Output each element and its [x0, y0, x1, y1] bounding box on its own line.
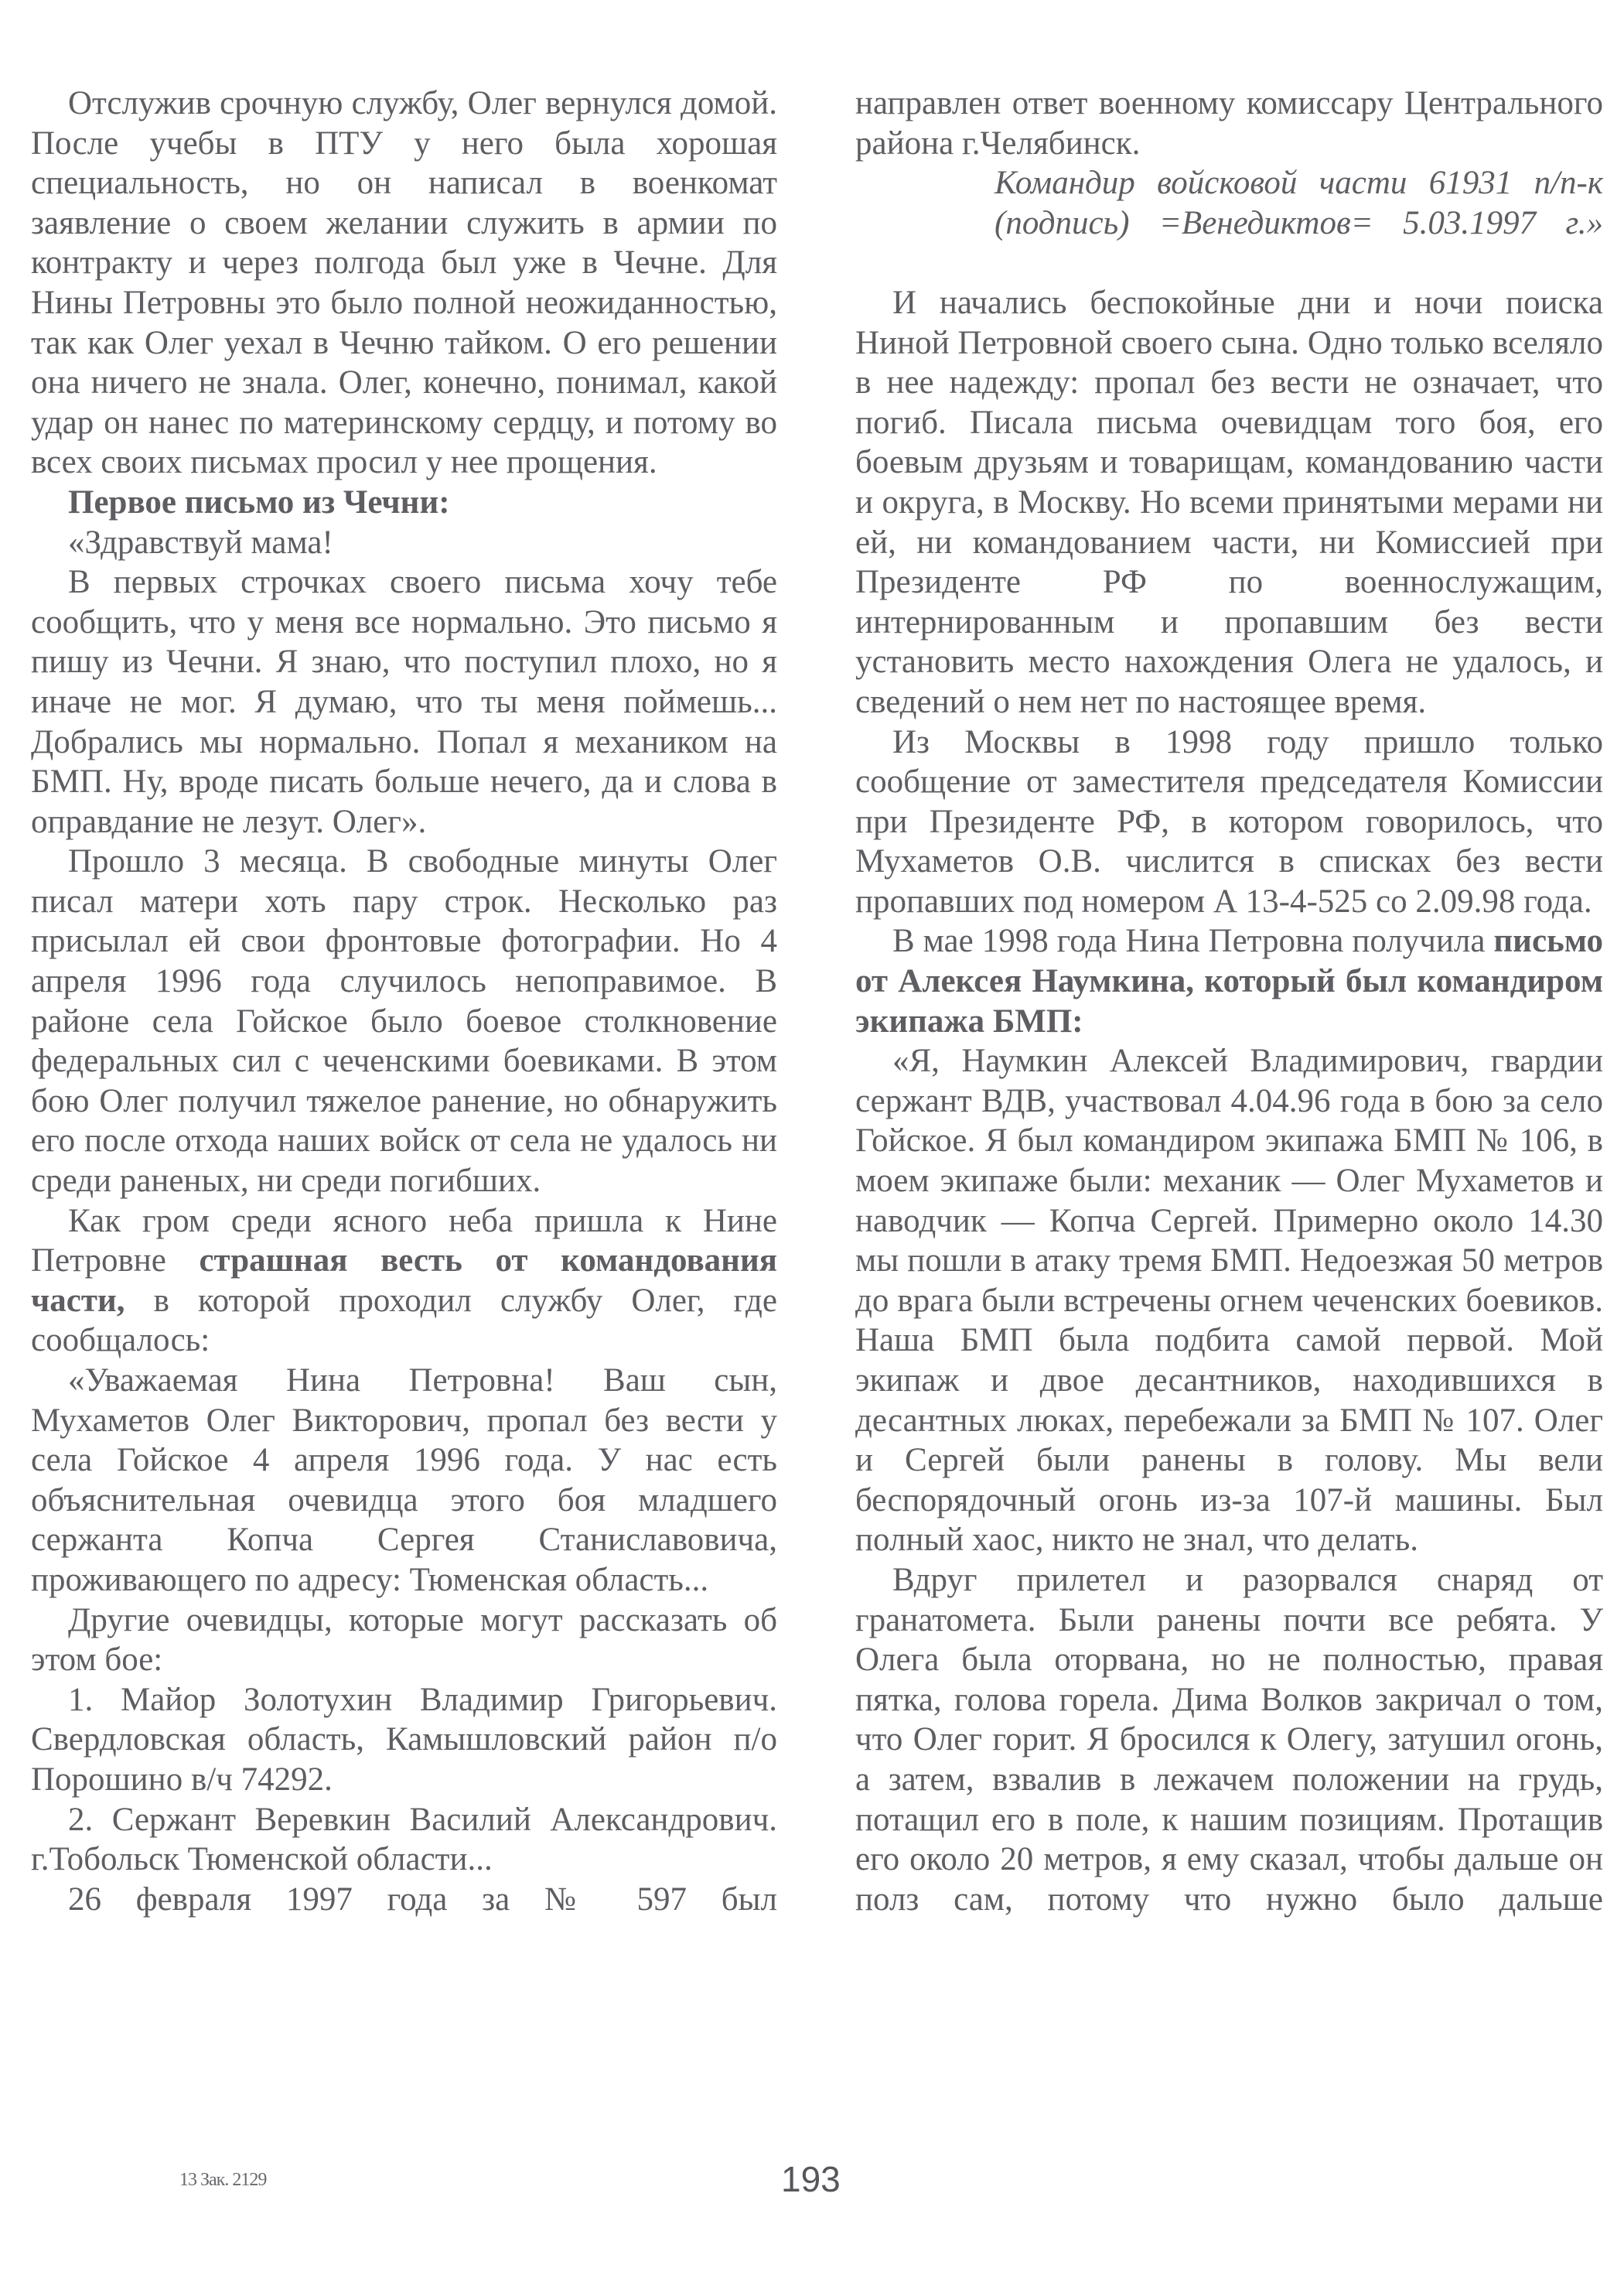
- paragraph-moscow-message: Из Москвы в 1998 году пришло только сообщение от заместителя председателя Комиссии при Президенте РФ, в котором говорилось, что Мухаметов О.В. числится в списках без вести пропавших под номером А 13-4-525 со 2.09.98 года.: [855, 723, 1603, 920]
- paragraph-greeting: «Здравствуй мама!: [68, 524, 333, 561]
- terrible-news-bold: страшная весть от командования части,: [31, 1242, 777, 1319]
- paragraph-return-home: Отслужив срочную службу, Олег вернулся домой. После учебы в ПТУ у него была хорошая специальность, но он написал в военкомат заявление о своем желании служить в армии по контракту и через полгода был уже в Чечне. Для Нины Петровны это было полной неожиданностью, так как Олег уехал в Чечню тайком. О его решении она ничего не знала. Олег, конечно, понимал, какой удар он нанес по материнскому сердцу, и потому во всех своих письмах просил у нее прощения.: [31, 85, 777, 481]
- may-letter-bold: письмо от Алексея Наумкина, который был командиром экипажа БМП:: [855, 923, 1603, 1040]
- paragraph-official-notice: «Уважаемая Нина Петровна! Ваш сын, Мухаметов Олег Викторович, пропал без вести у села Гойское 4 апреля 1996 года. У нас есть объяснительная очевидца этого боя младшего сержанта Копча Сергея Станиславовича, проживающего по адресу: Тюменская область...: [31, 1362, 777, 1598]
- may-letter-lead: В мае 1998 года Нина Петровна получила: [892, 923, 1494, 960]
- paragraph-terrible-news: [31, 1201, 777, 1361]
- paragraph-witness-2: 2. Сержант Веревкин Василий Александрович. г.Тобольск Тюменской области...: [31, 1801, 777, 1878]
- paragraph-may-letter: [855, 921, 1603, 1041]
- print-order-code: 13 Зак. 2129: [179, 2170, 267, 2190]
- commander-signature: [855, 163, 1603, 243]
- terrible-news-tail: в которой проходил службу Олег, где сообщалось:: [31, 1282, 777, 1359]
- paragraph-grenade: Вдруг прилетел и разорвался снаряд от гранатомета. Были ранены почти все ребята. У Олега была оторвана, но не полностью, правая пятка, голова горела. Дима Волков закричал о том, что Олег горит. Я бросился к Олегу, затушил огонь, а затем, взвалив в лежачем положении на грудь, потащил его в поле, к нашим позициям. Протащив его около 20 метров, я ему сказал, чтобы дальше он полз сам, потому что нужно было дальше: [855, 1561, 1603, 1918]
- signature-line-2: (подпись) =Венедиктов= 5.03.1997 г.»: [995, 204, 1603, 241]
- paragraph-reply-continued: направлен ответ военному комиссару Центрального района г.Челябинск.: [855, 85, 1603, 162]
- terrible-news-lead: Как гром среди ясного неба пришла к Нине Петровне: [31, 1202, 777, 1279]
- paragraph-letter-body: В первых строчках своего письма хочу тебе сообщить, что у меня все нормально. Это письмо я пишу из Чечни. Я знаю, что поступил плохо, но я иначе не мог. Я думаю, что ты меня поймешь... Добрались мы нормально. Попал я механиком на БМП. Ну, вроде писать больше нечего, да и слова в оправдание не лезут. Олег».: [31, 564, 777, 840]
- paragraph-search: И начались беспокойные дни и ночи поиска Ниной Петровной своего сына. Одно только вселяло в нее надежду: пропал без вести не означает, что погиб. Писала письма очевидцам того боя, его боевым друзьям и товарищам, командованию части и округа, в Москву. Но всеми принятыми мерами ни ей, ни командованием части, ни Комиссией при Президенте РФ по военнослужащим, интернированным и пропавшим без вести установить место нахождения Олега не удалось, и сведений о нем нет по настоящее время.: [855, 284, 1603, 720]
- paragraph-three-months: Прошло 3 месяца. В свободные минуты Олег писал матери хоть пару строк. Несколько раз присылал ей свои фронтовые фотографии. Но 4 апреля 1996 года случилось непоправимое. В районе села Гойское было боевое столкновение федеральных сил с чеченскими боевиками. В этом бою Олег получил тяжелое ранение, но обнаружить его после отхода наших войск от села не удалось ни среди раненых, ни среди погибших.: [31, 843, 777, 1200]
- page-number: 193: [781, 2159, 841, 2199]
- paragraph-february-reply: 26 февраля 1997 года за № 597 был: [68, 1881, 777, 1918]
- heading-first-letter: Первое письмо из Чечни:: [68, 483, 450, 521]
- paragraph-other-witnesses: Другие очевидцы, которые могут рассказать об этом бое:: [31, 1601, 777, 1679]
- spacer: [855, 243, 1603, 283]
- signature-line-1: Командир войсковой части 61931 п/п-к: [995, 165, 1603, 202]
- right-column: [855, 84, 1603, 1919]
- paragraph-naumkin-letter: «Я, Наумкин Алексей Владимирович, гвардии сержант ВДВ, участвовал 4.04.96 года в бою за село Гойское. Я был командиром экипажа БМП № 106, в моем экипаже были: механик — Олег Мухаметов и наводчик — Копча Сергей. Примерно около 14.30 мы пошли в атаку тремя БМП. Недоезжая 50 метров до врага были встречены огнем чеченских боевиков. Наша БМП была подбита самой первой. Мой экипаж и двое десантников, находившихся в десантных люках, перебежали за БМП № 107. Олег и Сергей были ранены в голову. Мы вели беспорядочный огонь из-за 107-й машины. Был полный хаос, никто не знал, что делать.: [855, 1043, 1603, 1559]
- paragraph-witness-1: 1. Майор Золотухин Владимир Григорьевич. Свердловская область, Камышловский район п/о Порошино в/ч 74292.: [31, 1681, 777, 1798]
- left-column: [31, 84, 777, 1919]
